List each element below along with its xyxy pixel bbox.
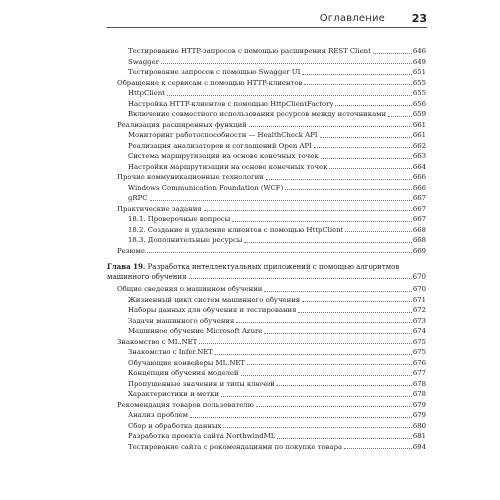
toc-entry[interactable]	[107, 337, 426, 348]
dot-leader	[298, 312, 411, 313]
toc-entry[interactable]	[107, 183, 426, 194]
toc-entry[interactable]	[107, 120, 426, 131]
page-header	[107, 11, 427, 31]
toc-entry-title: Тестирование сайта с рекомендациями по покупке товара	[128, 442, 343, 451]
dot-leader	[236, 322, 411, 323]
toc-entry[interactable]	[107, 151, 426, 162]
toc-entry-page: 663	[412, 152, 426, 160]
toc-entry[interactable]	[107, 67, 426, 78]
toc-entry-title: Анализ проблем	[128, 411, 188, 419]
toc-entry-page: 661	[412, 120, 426, 129]
toc-entry-title: Сбор и обработка данных	[128, 421, 222, 430]
toc-entry[interactable]	[107, 431, 426, 442]
toc-entry-page: 656	[412, 99, 426, 108]
toc-entry[interactable]	[107, 295, 426, 306]
toc-entry-title: Тестирование HTTP-запросов с помощью расширения REST Client	[128, 47, 371, 55]
toc-entry[interactable]	[107, 235, 426, 246]
dot-leader	[189, 272, 412, 279]
toc-section-before	[107, 46, 426, 256]
toc-entry-page: 670	[412, 285, 426, 293]
toc-entry[interactable]	[107, 225, 426, 236]
toc-entry-page: 675	[412, 337, 426, 346]
dot-leader	[321, 158, 412, 159]
toc-entry-title: Наборы данных для обучения и тестирования	[128, 306, 297, 314]
toc-entry-title: Обращение к сервисам с помощью HTTP-клиентов	[117, 78, 303, 87]
dot-leader	[329, 168, 411, 169]
toc-entry-page: 678	[412, 379, 426, 388]
toc-entry-title: 18.3. Дополнительные ресурсы	[128, 236, 243, 244]
dot-leader	[241, 375, 412, 376]
toc-entry[interactable]	[107, 389, 426, 400]
toc-entry[interactable]	[107, 57, 426, 68]
toc-entry-title: Знакомство с Infer.NET	[128, 348, 213, 356]
toc-entry[interactable]	[107, 78, 426, 89]
toc-entry-page: 662	[412, 141, 426, 150]
toc-entry-title: Резюме	[117, 246, 145, 255]
dot-leader	[388, 116, 412, 117]
toc-entry-title: Пропущенные значения и типы ключей	[128, 379, 275, 388]
chapter-page: 670	[412, 273, 426, 281]
toc-entry[interactable]	[107, 316, 426, 327]
toc-entry-title: Знакомство с ML.NET	[117, 337, 198, 346]
chapter-label: Глава 19.	[107, 262, 146, 271]
dot-leader	[247, 364, 412, 365]
toc-entry[interactable]	[107, 162, 426, 173]
dot-leader	[221, 396, 412, 397]
dot-leader	[161, 63, 412, 64]
toc-entry-title: Задачи машинного обучения	[128, 316, 235, 325]
toc-entry[interactable]	[107, 99, 426, 110]
toc-entry-page: 678	[412, 390, 426, 398]
dot-leader	[266, 179, 412, 180]
toc-entry[interactable]	[107, 193, 426, 204]
toc-entry-title: Обучающие конвейеры ML.NET	[128, 358, 246, 367]
toc-entry-page: 667	[412, 194, 426, 202]
toc-entry-title: Настройки маршрутизации на основе конечных точек	[128, 162, 328, 171]
dot-leader	[264, 291, 411, 292]
dot-leader	[277, 438, 412, 439]
dot-leader	[320, 137, 412, 138]
toc-entry[interactable]	[107, 379, 426, 390]
dot-leader	[345, 231, 411, 232]
dot-leader	[147, 252, 412, 253]
dot-leader	[302, 74, 412, 75]
toc-entry-title: Рекомендация товаров пользователю	[117, 400, 254, 409]
page-number: 23	[411, 12, 427, 25]
dot-leader	[344, 448, 412, 449]
toc-entry-page: 659	[412, 110, 426, 118]
dot-leader	[232, 221, 412, 222]
toc-entry-page: 680	[412, 421, 426, 430]
toc-entry[interactable]	[107, 172, 426, 183]
chapter-title-line2	[107, 272, 426, 282]
toc-entry[interactable]	[107, 410, 426, 421]
toc-entry-page: 655	[412, 89, 426, 97]
dot-leader	[199, 343, 412, 344]
toc-entry-page: 668	[412, 225, 426, 234]
toc-entry[interactable]	[107, 141, 426, 152]
dot-leader	[264, 333, 411, 334]
toc-entry[interactable]	[107, 305, 426, 316]
dot-leader	[167, 95, 412, 96]
toc-entry-page: 675	[412, 348, 426, 356]
dot-leader	[150, 200, 412, 201]
chapter-heading[interactable]	[107, 262, 426, 282]
toc-entry-title: Разработка проекта сайта NorthwindML	[128, 432, 276, 440]
toc-entry-page: 681	[412, 432, 426, 440]
chapter-title-line1	[107, 262, 426, 272]
toc-entry-page: 649	[412, 57, 426, 66]
toc-entry[interactable]	[107, 358, 426, 369]
toc-entry-page: 664	[412, 162, 426, 171]
toc-entry-title: Настройка HTTP-клиентов с помощью HttpClientFactory	[128, 99, 334, 108]
running-header-title: Оглавление	[319, 13, 385, 24]
toc-entry[interactable]	[107, 214, 426, 225]
toc-entry-page: 655	[412, 78, 426, 87]
toc-entry-title: Включение совместного использования ресурсов между источниками	[128, 110, 387, 118]
dot-leader	[373, 53, 412, 54]
toc-entry[interactable]	[107, 347, 426, 358]
toc-entry-page: 679	[412, 411, 426, 419]
chapter-title-text: Разработка интеллектуальных приложений с помощью алгоритмов	[147, 263, 400, 271]
dot-leader	[277, 385, 412, 386]
toc-entry-page: 667	[412, 215, 426, 223]
toc-entry[interactable]	[107, 88, 426, 99]
toc-entry-title: Жизненный цикл систем машинного обучения	[128, 295, 301, 304]
toc-entry[interactable]	[107, 284, 426, 295]
toc-entry-page: 676	[412, 358, 426, 367]
toc-entry-page: 666	[412, 183, 426, 192]
toc-entry-title: 18.1. Проверочные вопросы	[128, 215, 231, 223]
toc-entry-title: Swagger	[128, 57, 159, 66]
dot-leader	[249, 126, 412, 127]
chapter-title-cont: машинного обучения	[107, 273, 187, 281]
toc-entry-page: 651	[412, 68, 426, 76]
toc-entry-page: 679	[412, 400, 426, 409]
dot-leader	[223, 427, 411, 428]
toc-entry-page: 672	[412, 306, 426, 314]
dot-leader	[215, 354, 412, 355]
toc-entry-title: Система маршрутизации на основе конечных точек	[128, 152, 319, 160]
dot-leader	[302, 301, 412, 302]
dot-leader	[304, 84, 411, 85]
dot-leader	[190, 417, 412, 418]
toc-entry-title: 18.2. Создание и удаление клиентов с помощью HttpClient	[128, 225, 344, 234]
toc-entry-page: 669	[412, 246, 426, 255]
dot-leader	[256, 406, 412, 407]
dot-leader	[204, 210, 412, 211]
toc-entry-page: 673	[412, 316, 426, 325]
toc-entry-title: Мониторинг работоспособности — HealthCheck API	[128, 131, 318, 139]
toc-entry-page: 668	[412, 236, 426, 244]
toc-section-after	[107, 284, 426, 452]
toc-entry-title: Практические задания	[117, 204, 202, 213]
table-of-contents	[107, 46, 426, 452]
dot-leader	[314, 147, 412, 148]
toc-entry-title: gRPC	[128, 194, 148, 202]
toc-entry-title: Реализация анализаторов и соглашений Open API	[128, 141, 312, 150]
toc-entry[interactable]	[107, 400, 426, 411]
toc-entry-page: 677	[412, 369, 426, 377]
toc-entry[interactable]	[107, 204, 426, 215]
toc-entry-title: Машинное обучение Microsoft Azure	[128, 327, 263, 335]
toc-entry-title: Концепции обучения моделей	[128, 369, 239, 377]
toc-entry-page: 674	[412, 327, 426, 335]
dot-leader	[335, 105, 411, 106]
toc-entry-title: Windows Communication Foundation (WCF)	[128, 183, 284, 192]
toc-entry[interactable]	[107, 46, 426, 57]
toc-entry-page: 667	[412, 204, 426, 213]
toc-entry-title: Прочие коммуникационные технологии	[117, 173, 264, 181]
toc-entry-page: 666	[412, 173, 426, 181]
toc-entry[interactable]	[107, 326, 426, 337]
toc-entry-page: 694	[412, 442, 426, 451]
toc-entry-page: 661	[412, 131, 426, 139]
toc-entry-title: Реализация расширенных функций	[117, 120, 247, 129]
toc-entry[interactable]	[107, 130, 426, 141]
toc-entry-title: Тестирование запросов с помощью Swagger UI	[128, 68, 301, 76]
toc-entry-page: 646	[412, 47, 426, 55]
dot-leader	[285, 189, 412, 190]
toc-entry[interactable]	[107, 368, 426, 379]
toc-entry[interactable]	[107, 421, 426, 432]
toc-entry-title: Общие сведения о машинном обучении	[117, 285, 263, 293]
toc-entry[interactable]	[107, 109, 426, 120]
toc-entry[interactable]	[107, 442, 426, 453]
toc-entry-page: 671	[412, 295, 426, 304]
toc-entry[interactable]	[107, 246, 426, 257]
toc-entry-title: Характеристики и метки	[128, 390, 220, 398]
dot-leader	[244, 242, 412, 243]
header-rule	[107, 27, 427, 28]
toc-entry-title: HttpClient	[128, 89, 165, 97]
